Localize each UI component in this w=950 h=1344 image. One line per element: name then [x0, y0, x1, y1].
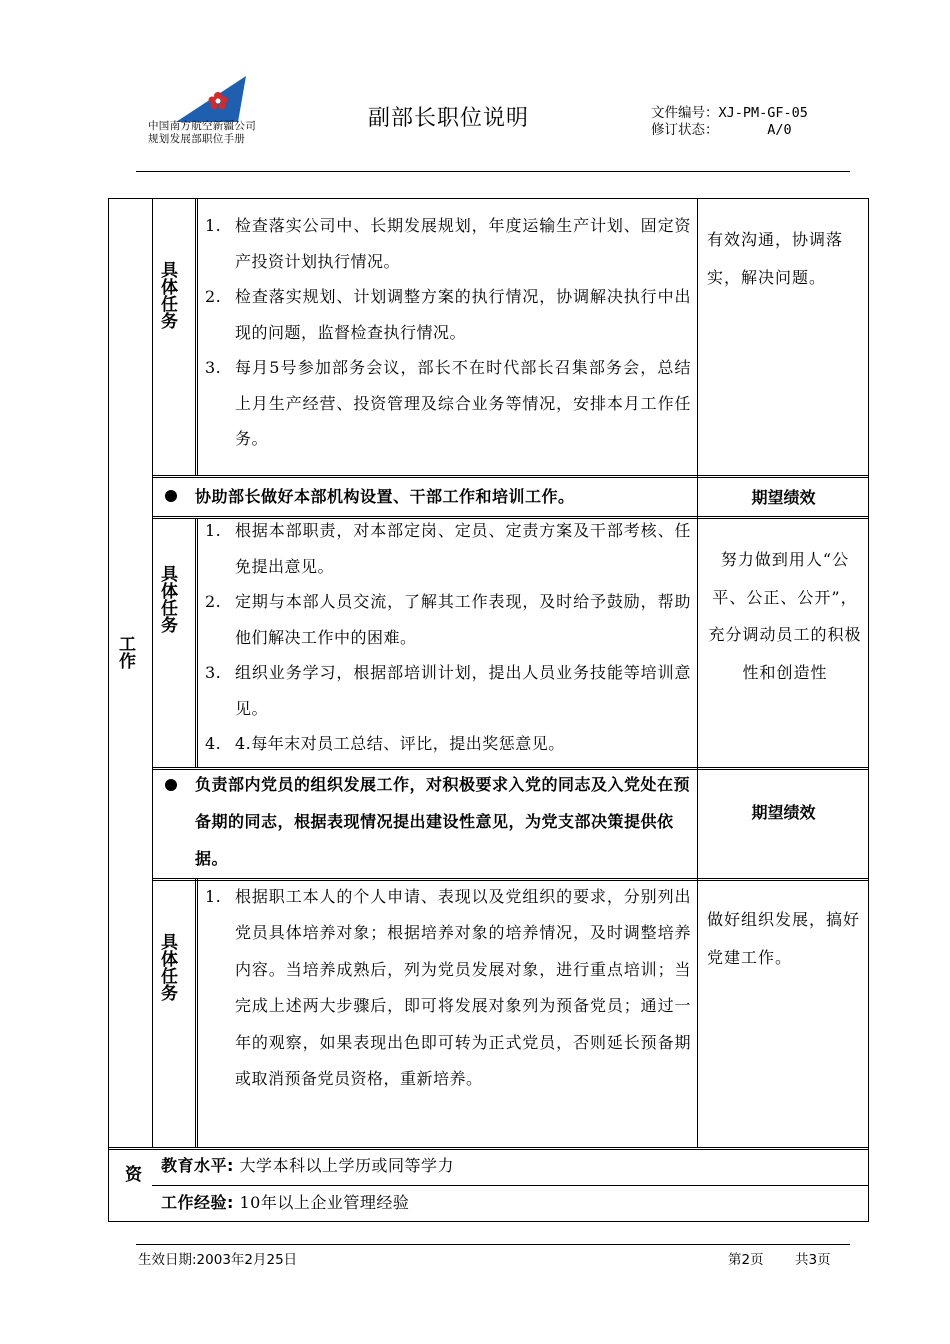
work-label-2: 作	[115, 652, 135, 669]
bullet-icon	[165, 490, 177, 502]
list-item: 3. 组织业务学习，根据部培训计划，提出人员业务技能等培训意见。	[205, 663, 691, 718]
education-label: 教育水平:	[161, 1156, 234, 1175]
task-list	[201, 879, 691, 1097]
list-item: 4. 4.每年末对员工总结、评比，提出奖惩意见。	[205, 734, 565, 753]
expected-performance: 有效沟通，协调落实，解决问题。	[707, 230, 844, 287]
qualification-experience	[161, 1190, 409, 1213]
company-line-2: 规划发展部职位手册	[148, 133, 246, 145]
effective-date: 生效日期:2003年2月25日	[138, 1252, 298, 1268]
footer-divider	[136, 1244, 850, 1245]
job-description-table	[108, 198, 869, 1222]
experience-label: 工作经验:	[161, 1193, 234, 1212]
duty-title: 协助部长做好本部机构设置、干部工作和培训工作。	[195, 487, 575, 506]
revision-status: A/0	[767, 122, 792, 138]
expected-performance: 做好组织发展，搞好党建工作。	[707, 910, 861, 967]
task-label: 具体任务	[157, 933, 177, 1001]
bullet-icon	[165, 779, 177, 791]
page-title: 副部长职位说明	[368, 106, 530, 131]
list-item: 1. 检查落实公司中、长期发展规划，年度运输生产计划、固定资产投资计划执行情况。	[205, 216, 691, 271]
task-list	[201, 208, 691, 457]
expected-performance: 努力做到用人“公平、公正、公开”，充分调动员工的积极性和创造性	[708, 550, 862, 682]
company-line-1: 中国南方航空新疆公司	[148, 120, 256, 132]
task-label: 具体任务	[157, 565, 177, 633]
list-item: 1. 根据职工本人的个人申请、表现以及党组织的要求，分别列出党员具体培养对象；根据培养对象的培养情况，及时调整培养内容。当培养成熟后，列为党员发展对象，进行重点培训；当完成上述两大步骤后，即可将发展对象列为预备党员；通过一年的观察，如果表现出色即可转为正式党员，否则延长预备期或取消预备党员资格，重新培养。	[205, 887, 691, 1089]
company-name	[148, 120, 256, 146]
airline-logo-icon	[176, 76, 246, 122]
list-item: 2. 定期与本部人员交流，了解其工作表现，及时给予鼓励，帮助他们解决工作中的困难。	[205, 592, 691, 647]
work-section-label	[115, 635, 141, 669]
revision-label: 修订状态：	[651, 122, 719, 138]
task-label: 具体任务	[157, 261, 177, 329]
doc-number-label: 文件编号：	[651, 105, 719, 121]
expected-performance-header: 期望绩效	[751, 488, 816, 507]
task-list	[201, 513, 691, 762]
experience-value: 10年以上企业管理经验	[239, 1193, 410, 1212]
header-divider	[136, 171, 850, 172]
list-item: 1. 根据本部职责，对本部定岗、定员、定责方案及干部考核、任免提出意见。	[205, 521, 691, 576]
list-item: 2. 检查落实规划、计划调整方案的执行情况，协调解决执行中出现的问题，监督检查执行情况。	[205, 287, 691, 342]
total-pages: 共3页	[795, 1252, 831, 1268]
list-item: 3. 每月5号参加部务会议，部长不在时代部长召集部务会，总结上月生产经营、投资管理及综合业务等情况，安排本月工作任务。	[205, 358, 691, 448]
qualification-education	[161, 1153, 454, 1176]
page-number: 第2页	[728, 1252, 764, 1268]
qualification-section-label: 资	[121, 1165, 141, 1182]
expected-performance-header: 期望绩效	[751, 803, 816, 822]
work-label-1: 工	[115, 635, 135, 652]
doc-number: XJ-PM-GF-05	[718, 105, 808, 121]
document-meta	[651, 105, 808, 139]
duty-title: 负责部内党员的组织发展工作，对积极要求入党的同志及入党处在预备期的同志，根据表现情况提出建设性意见，为党支部决策提供依据。	[195, 775, 691, 868]
education-value: 大学本科以上学历或同等学力	[239, 1156, 455, 1175]
